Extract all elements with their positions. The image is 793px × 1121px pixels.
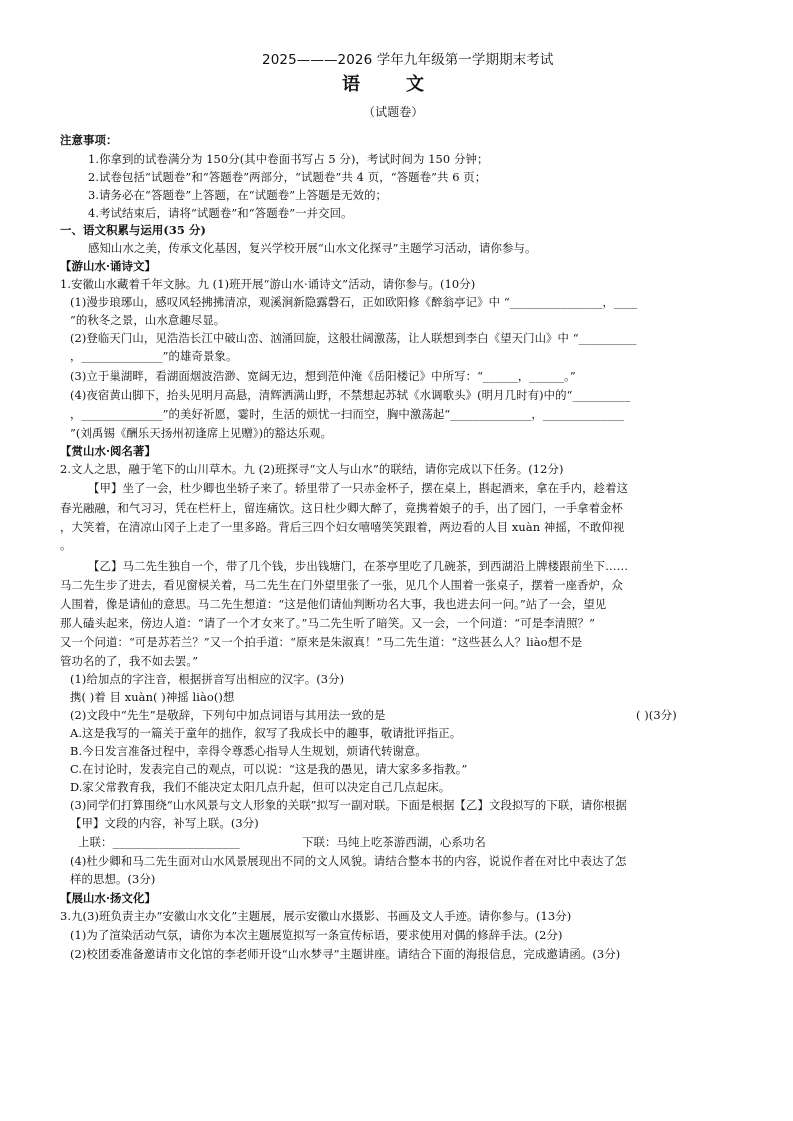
part-label: 【赏山水·阅名著】 (60, 444, 156, 458)
option-a: A.这是我写的一篇关于童年的拙作，叙写了我成长中的趣事，敬请批评指正。 (70, 726, 462, 740)
passage-jia-line: 【甲】坐了一会，杜少卿也坐轿子来了。轿里带了一只赤金杯子，摆在桌上，斟起酒来，拿在手内，趁着这 (88, 481, 629, 495)
question-2-sub3-cont: 【甲】文段的内容，补写上联。(3分) (70, 816, 259, 830)
passage-jia-line: 春光融融，和气习习，凭在栏杆上，留连痛饮。这日杜少卿大醉了，竟携着娘子的手，出了园门，一手拿着金杯 (60, 501, 624, 515)
notice-item: 4.考试结束后，请将“试题卷”和“答题卷”一并交回。 (88, 206, 353, 220)
question-1-sub1: (1)漫步琅琊山，感叹风轻拂拂清凉，观溪涧新隐露磬石，正如欧阳修《醉翁亭记》中 “________________，____ (70, 295, 638, 309)
question-2-sub1-blanks: 携( )着 目 xuàn( )神摇 liào()想 (70, 690, 235, 704)
passage-yi-line: 【乙】马二先生独自一个，带了几个钱，步出钱塘门，在茶亭里吃了几碗茶，到西湖沿上牌楼跟前坐下…… (88, 559, 629, 573)
option-c: C.在讨论时，发表完自己的观点，可以说：“这是我的愚见，请大家多多指教。” (70, 762, 468, 776)
notice-label: 注意事项： (60, 133, 118, 147)
passage-jia-line: 。 (60, 538, 72, 552)
question-3-sub1: (1)为了渲染活动气氛，请你为本次主题展览拟写一条宣传标语，要求使用对偶的修辞手法。(2分) (70, 928, 563, 942)
couplet-lower: 下联：马纯上吃茶游西湖，心系功名 (302, 835, 486, 849)
passage-yi-line: 马二先生步了进去，看见窗棂关着，马二先生在门外望里张了一张，见几个人围着一张桌子，摆着一座香炉，众 (60, 578, 624, 592)
answer-bracket: ( )(3分) (636, 708, 677, 722)
section-intro: 感知山水之美，传承文化基因，复兴学校开展“山水文化探寻”主题学习活动，请你参与。 (88, 241, 537, 255)
passage-jia-line: ，大笑着，在清凉山冈子上走了一里多路。背后三四个妇女嘻嘻笑笑跟着，两边看的人目 xuàn 神摇，不敢仰视 (60, 520, 625, 534)
passage-yi-line: 那人磕头起来，傍边人道：“请了一个才女来了。”马二先生听了暗笑。又一会，一个问道：“可是李清照？” (60, 616, 596, 630)
part-label: 【展山水·扬文化】 (60, 891, 156, 905)
exam-title: 2025———2026 学年九年级第一学期期末考试 (262, 52, 554, 68)
couplet-upper: 上联：______________________ (78, 835, 240, 849)
question-1-sub1-cont: ”的秋冬之景，山水意趣尽显。 (70, 313, 226, 327)
question-3-sub2: (2)校团委准备邀请市文化馆的李老师开设“山水梦寻”主题讲座。请结合下面的海报信息，完成邀请函。(3分) (70, 947, 621, 961)
question-3-stem: 3.九(3)班负责主办“安徽山水文化”主题展，展示安徽山水摄影、书画及文人手迹。请你参与。(13分) (60, 909, 572, 923)
passage-yi-line: 又一个问道：“可是苏若兰？”又一个拍手道：“原来是朱淑真！”马二先生道：“这些甚么人？liào想不是 (60, 635, 583, 649)
option-b: B.今日发言准备过程中，幸得令尊悉心指导人生规划，烦请代转谢意。 (70, 744, 427, 758)
option-d: D.家父常教育我，我们不能决定太阳几点升起，但可以决定自己几点起床。 (70, 780, 451, 794)
notice-item: 2.试卷包括“试题卷”和“答题卷”两部分，“试题卷”共 4 页，“答题卷”共 6 页； (88, 170, 487, 184)
passage-yi-line: 人围着，像是请仙的意思。马二先生想道：“这是他们请仙判断功名大事，我也进去问一问。”站了一会，望见 (60, 597, 607, 611)
subject-char-2: 文 (406, 74, 424, 95)
question-1-sub3: (3)立于巢湖畔，看湖面烟波浩渺、宽阔无边，想到范仲淹《岳阳楼记》中所写：“______，______。” (70, 369, 576, 383)
question-1-sub2-cont: ，______________”的雄奇景象。 (70, 349, 238, 363)
question-2-sub4-cont: 样的思想。(3分) (70, 872, 156, 886)
question-2-sub4: (4)杜少卿和马二先生面对山水风景展现出不同的文人风貌。请结合整本书的内容，说说作者在对比中表达了怎 (70, 854, 627, 868)
question-1-sub2: (2)登临天门山，见浩浩长江中破山峦、汹涌回旋，这般壮阔激荡，让人联想到李白《望天门山》中 “__________ (70, 331, 637, 345)
passage-yi-line: 管功名的了，我不如去罢。” (60, 654, 199, 668)
notice-item: 1.你拿到的试卷满分为 150分(其中卷面书写占 5 分)，考试时间为 150 分钟； (88, 152, 489, 166)
question-1-sub4: (4)夜宿黄山脚下，抬头见明月高悬，清辉洒满山野，不禁想起苏轼《水调歌头》(明月几时有)中的“__________ (70, 388, 631, 402)
part-label: 【游山水·诵诗文】 (60, 259, 156, 273)
question-2-sub2: (2)文段中“先生”是敬辞，下列句中加点词语与其用法一致的是 (70, 708, 386, 722)
section-heading: 一、语文积累与运用(35 分) (60, 223, 207, 237)
question-1-stem: 1.安徽山水藏着千年文脉。九 (1)班开展“游山水·诵诗文”活动，请你参与。(10分) (60, 277, 476, 291)
subject-char-1: 语 (342, 74, 360, 95)
question-1-sub4-cont2: ”(刘禹锡《酬乐天扬州初逢席上见赠》)的豁达乐观。 (70, 426, 333, 440)
question-2-stem: 2.文人之思，融于笔下的山川草木。九 (2)班探寻“文人与山水”的联结，请你完成以下任务。(12分) (60, 462, 564, 476)
question-2-sub1: (1)给加点的字注音，根据拼音写出相应的汉字。(3分) (70, 672, 345, 686)
notice-item: 3.请务必在“答题卷”上答题，在“试题卷”上答题是无效的； (88, 188, 388, 202)
paper-type-label: （试题卷） (363, 105, 424, 119)
question-1-sub4-cont: ，______________”的美好祈愿，霎时，生活的烦忧一扫而空，胸中激荡起“______________，______________ (70, 407, 625, 421)
question-2-sub3: (3)同学们打算围绕“山水风景与文人形象的关联”拟写一副对联。下面是根据【乙】文段拟写的下联，请你根据 (70, 798, 627, 812)
